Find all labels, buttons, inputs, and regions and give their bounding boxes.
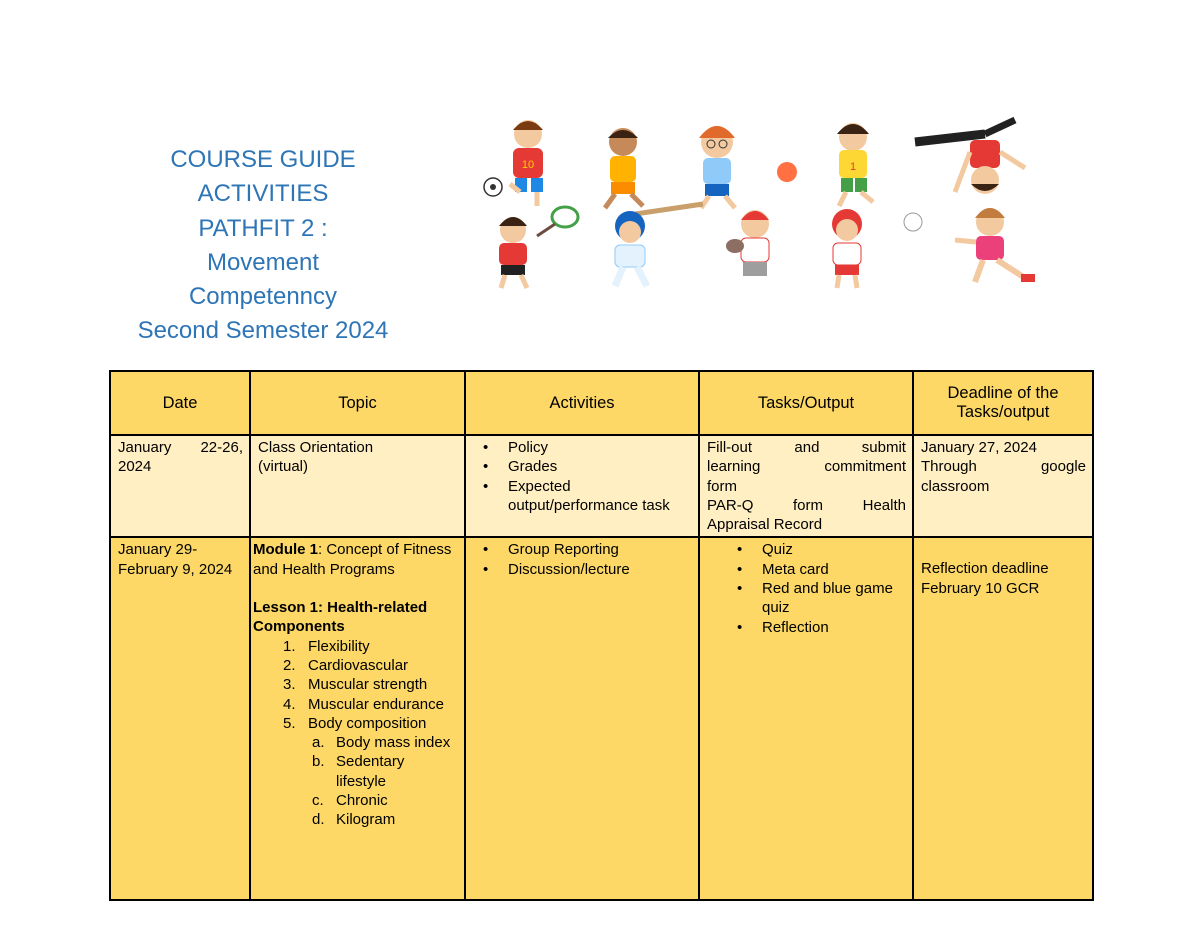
table-row	[110, 435, 1093, 537]
title-line-3: PATHFIT 2 :	[198, 214, 328, 242]
row2-tasks	[699, 537, 913, 900]
row1-activities	[465, 435, 699, 537]
catcher-kid-icon	[726, 210, 769, 276]
list-item: • Meta card	[762, 560, 906, 579]
list-item: • Red and blue game quiz	[762, 579, 906, 618]
course-title	[100, 143, 426, 349]
list-item: • Quiz	[762, 540, 906, 559]
row2-deadline: Reflection deadline February 10 GCR	[913, 537, 1093, 900]
kids-sports-illustration	[465, 112, 1090, 292]
list-item: • Expected output/performance task	[508, 477, 692, 516]
volleyball-girl-icon	[832, 209, 922, 288]
list-item: 3. Muscular strength	[283, 676, 428, 694]
row2-date: January 29- February 9, 2024	[110, 537, 250, 900]
list-item: a. Body mass index	[312, 734, 451, 752]
header-activities: Activities	[465, 371, 699, 435]
svg-text:10: 10	[521, 159, 535, 171]
header-deadline: Deadline of the Tasks/output	[913, 371, 1093, 435]
list-item: 2. Cardiovascular	[283, 656, 409, 674]
list-item: c. Chronic	[312, 792, 388, 810]
row1-deadline: January 27, 2024 Through google classroom	[913, 435, 1093, 537]
list-item: 5. Body composition a. Body mass index b. Sedentary lifestyle c. Chronic d. Kilogram	[308, 714, 458, 830]
handstand-kid-icon	[915, 120, 1025, 194]
pink-girl-icon	[955, 208, 1035, 282]
list-item: 1. Flexibility	[283, 637, 370, 655]
list-item: • Group Reporting	[508, 540, 692, 559]
list-item: • Grades	[508, 457, 692, 476]
baseball-kid-icon	[615, 204, 703, 286]
row1-topic: Class Orientation (virtual)	[250, 435, 465, 537]
title-line-6: Second Semester 2024	[137, 317, 389, 345]
header-tasks: Tasks/Output	[699, 371, 913, 435]
title-line-5: Competenncy	[188, 283, 338, 311]
basketball-kid-icon	[605, 128, 643, 208]
title-line-4: Movement	[206, 248, 320, 276]
row1-tasks: Fill-out and submit learning commitment form PAR-Q form Health Appraisal Record	[699, 435, 913, 537]
girl-glasses-icon	[699, 126, 797, 208]
list-item: d. Kilogram	[312, 811, 396, 829]
table-row	[110, 537, 1093, 900]
header-date: Date	[110, 371, 250, 435]
tennis-kid-icon	[499, 207, 578, 288]
title-line-2: ACTIVITIES	[197, 180, 329, 208]
runner-girl-icon	[837, 123, 873, 206]
table-header-row	[110, 371, 1093, 435]
list-item: 4. Muscular endurance	[283, 695, 444, 713]
list-item: b. Sedentary lifestyle	[312, 753, 405, 790]
list-item: • Discussion/lecture	[508, 560, 692, 579]
svg-text:1: 1	[849, 161, 857, 173]
row1-date: January 22-26, 2024	[110, 435, 250, 537]
soccer-kid-icon	[484, 120, 543, 206]
list-item: • Reflection	[762, 618, 906, 637]
row2-activities	[465, 537, 699, 900]
course-guide-table	[109, 370, 1094, 901]
title-line-1: COURSE GUIDE	[170, 146, 356, 173]
row2-topic: Module 1: Concept of Fitness and Health Programs Lesson 1: Health-related Components 1. Flexibility 2. Cardiovascular 3. Muscular strength 4. Muscular endurance 5. Body composition a. Body mass index b. Sedentary lifestyle c. Chronic d. Kilogram	[250, 537, 465, 900]
header-topic: Topic	[250, 371, 465, 435]
list-item: • Policy	[508, 438, 692, 457]
